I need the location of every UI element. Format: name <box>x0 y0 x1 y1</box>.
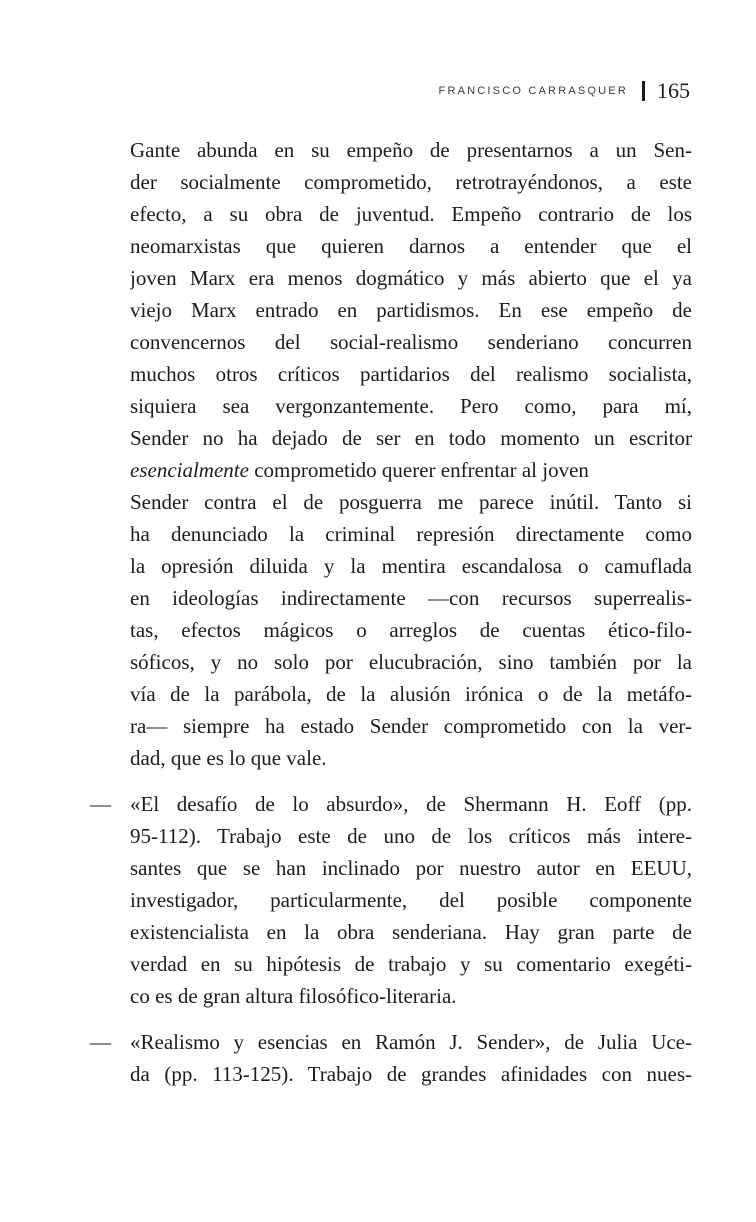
text-line: der socialmente comprometido, retrotrayéndonos, a este <box>130 170 692 194</box>
text-line: «Realismo y esencias en Ramón J. Sender», de Julia Uce- <box>130 1030 692 1054</box>
text-line: Sender no ha dejado de ser en todo momento un escritor <box>130 426 692 450</box>
item-dash: — <box>90 792 111 816</box>
text-line: sóficos, y no solo por elucubración, sino también por la <box>130 650 692 674</box>
text-line: tas, efectos mágicos o arreglos de cuentas ético-filo- <box>130 618 692 642</box>
page-number: 165 <box>657 78 690 103</box>
text-line: «El desafío de lo absurdo», de Shermann H. Eoff (pp. <box>130 792 692 816</box>
text-line: dad, que es lo que vale. <box>130 746 327 770</box>
text-line <box>130 454 692 486</box>
header-rule <box>642 81 645 101</box>
text-line: investigador, particularmente, del posible componente <box>130 888 692 912</box>
text-line-rest: comprometido querer enfrentar al joven <box>254 458 589 482</box>
text-line: vía de la parábola, de la alusión irónica o de la metáfo- <box>130 682 692 706</box>
text-line: da (pp. 113-125). Trabajo de grandes afinidades con nues- <box>130 1062 692 1086</box>
text-line: co es de gran altura filosófico-literaria. <box>130 984 457 1008</box>
running-head: FRANCISCO CARRASQUER <box>438 85 628 97</box>
text-line: ra— siempre ha estado Sender comprometido con la ver- <box>130 714 692 738</box>
text-line: la opresión diluida y la mentira escandalosa o camuflada <box>130 554 692 578</box>
text-line: efecto, a su obra de juventud. Empeño contrario de los <box>130 202 692 226</box>
text-line: verdad en su hipótesis de trabajo y su comentario exegéti- <box>130 952 692 976</box>
page-header <box>439 78 690 104</box>
italic-word: esencialmente <box>130 458 249 482</box>
text-line: ha denunciado la criminal represión directamente como <box>130 522 692 546</box>
text-line: Gante abunda en su empeño de presentarnos a un Sen- <box>130 138 692 162</box>
text-line: Sender contra el de posguerra me parece inútil. Tanto si <box>130 490 692 514</box>
text-line: siquiera sea vergonzantemente. Pero como, para mí, <box>130 394 692 418</box>
item-dash: — <box>90 1030 111 1054</box>
text-line: convencernos del social-realismo senderiano concurren <box>130 330 692 354</box>
text-line: en ideologías indirectamente —con recursos superrealis- <box>130 586 692 610</box>
text-line: 95-112). Trabajo este de uno de los críticos más intere- <box>130 824 692 848</box>
text-line: viejo Marx entrado en partidismos. En ese empeño de <box>130 298 692 322</box>
text-line: santes que se han inclinado por nuestro autor en EEUU, <box>130 856 692 880</box>
text-line: neomarxistas que quieren darnos a entender que el <box>130 234 692 258</box>
text-line: joven Marx era menos dogmático y más abierto que el ya <box>130 266 692 290</box>
text-line: muchos otros críticos partidarios del realismo socialista, <box>130 362 692 386</box>
text-line: existencialista en la obra senderiana. Hay gran parte de <box>130 920 692 944</box>
